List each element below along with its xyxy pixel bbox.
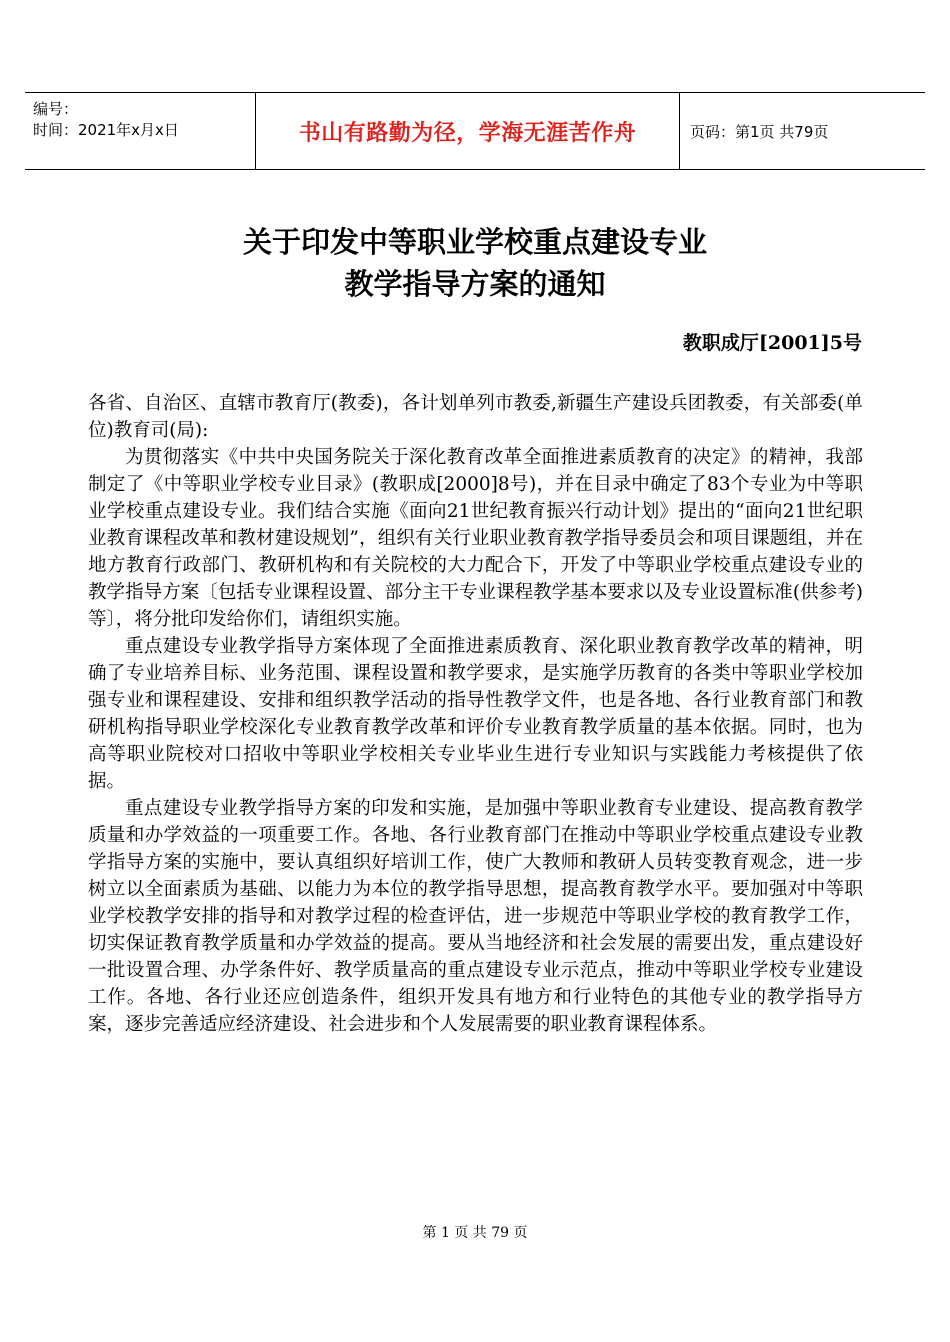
- body-paragraph-2: 重点建设专业教学指导方案体现了全面推进素质教育、深化职业教育教学改革的精神，明确了专业培养目标、业务范围、课程设置和教学要求，是实施学历教育的各类中等职业学校加强专业和课程建设、安排和组织教学活动的指导性教学文件，也是各地、各行业教育部门和教研机构指导职业学校深化专业教育教学改革和评价专业教育教学质量的基本依据。同时，也为高等职业院校对口招收中等职业学校相关专业毕业生进行专业知识与实践能力考核提供了依据。: [88, 636, 863, 792]
- document-body: [88, 390, 863, 1038]
- page-footer: 第 1 页 共 79 页: [422, 1225, 528, 1241]
- time-label: 时间：2021年x月x日: [33, 121, 179, 139]
- header-motto-cell: [255, 93, 680, 169]
- body-paragraph-1: 为贯彻落实《中共中央国务院关于深化教育改革全面推进素质教育的决定》的精神，我部制定了《中等职业学校专业目录》(教职成[2000]8号)，并在目录中确定了83个专业为中等职业学校重点建设专业。我们结合实施《面向21世纪教育振兴行动计划》提出的“面向21世纪职业教育课程改革和教材建设规划”，组织有关行业职业教育教学指导委员会和项目课题组，并在地方教育行政部门、教研机构和有关院校的大力配合下，开发了中等职业学校重点建设专业的教学指导方案〔包括专业课程设置、部分主干专业课程教学基本要求以及专业设置标准(供参考)等〕，将分批印发给你们，请组织实施。: [88, 447, 863, 630]
- motto-text: 书山有路勤为径，学海无涯苦作舟: [298, 120, 637, 146]
- body-paragraph-3: 重点建设专业教学指导方案的印发和实施，是加强中等职业教育专业建设、提高教育教学质量和办学效益的一项重要工作。各地、各行业教育部门在推动中等职业学校重点建设专业教学指导方案的实施中，要认真组织好培训工作，使广大教师和教研人员转变教育观念，进一步树立以全面素质为基础、以能力为本位的教学指导思想，提高教育教学水平。要加强对中等职业学校教学安排的指导和对教学过程的检查评估，进一步规范中等职业学校的教育教学工作，切实保证教育教学质量和办学效益的提高。要从当地经济和社会发展的需要出发，重点建设好一批设置合理、办学条件好、教学质量高的重点建设专业示范点，推动中等职业学校专业建设工作。各地、各行业还应创造条件，组织开发具有地方和行业特色的其他专业的教学指导方案，逐步完善适应经济建设、社会进步和个人发展需要的职业教育课程体系。: [88, 798, 863, 1035]
- salutation-paragraph: 各省、自治区、直辖市教育厅(教委)，各计划单列市教委,新疆生产建设兵团教委，有关部委(单位)教育司(局):: [88, 393, 863, 441]
- document-number: 教职成厅[2001]5号: [682, 332, 862, 354]
- document-header: [25, 92, 925, 170]
- page-label: 页码：第1页 共79页: [690, 122, 829, 141]
- header-page-cell: [680, 93, 925, 169]
- number-label: 编号：: [33, 100, 79, 118]
- document-title-line-1: 关于印发中等职业学校重点建设专业: [242, 225, 707, 259]
- document-title-line-2: 教学指导方案的通知: [344, 267, 606, 301]
- header-meta: [25, 93, 255, 169]
